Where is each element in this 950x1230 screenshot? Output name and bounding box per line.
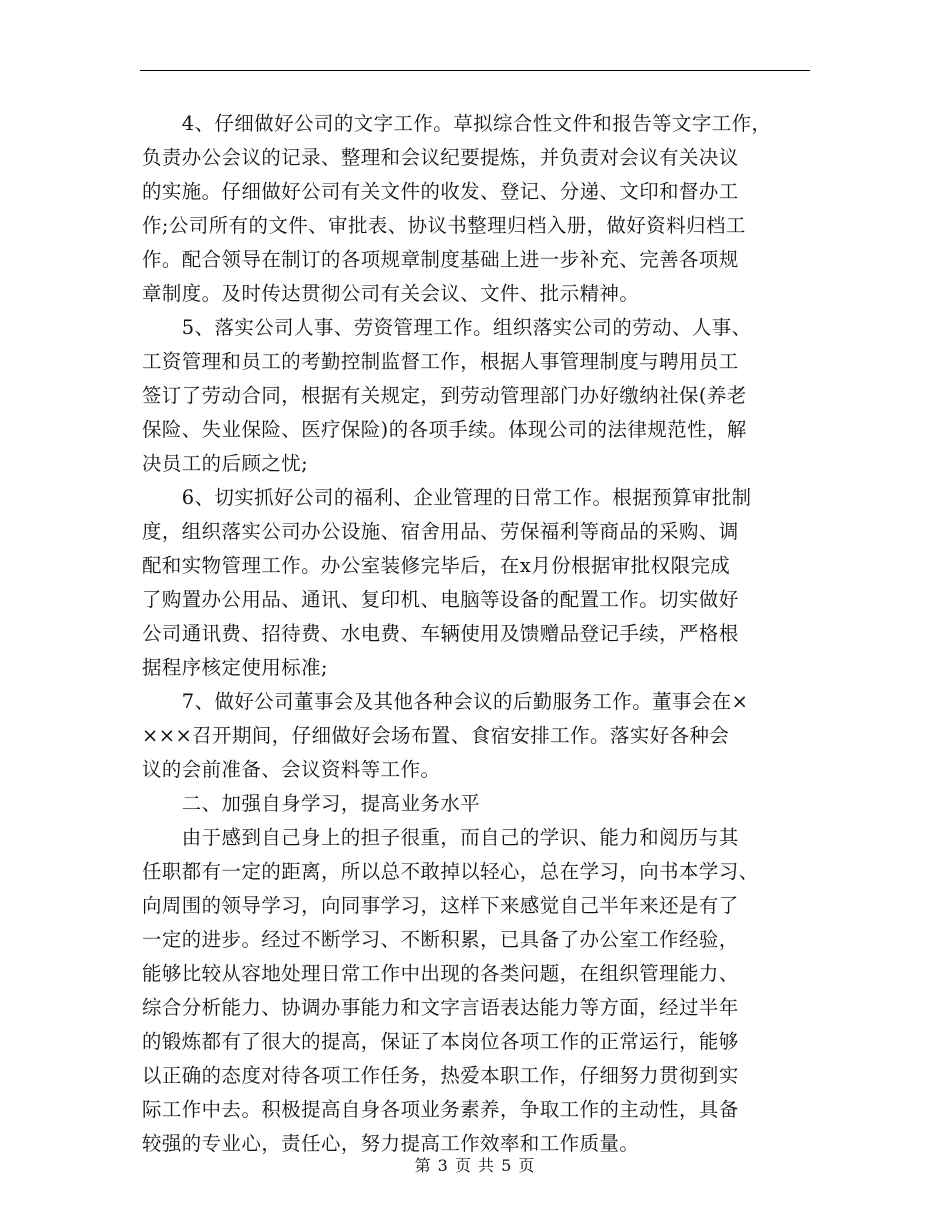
- text-line: 决员工的后顾之忧;: [142, 452, 309, 475]
- text-line: 工资管理和员工的考勤控制监督工作，根据人事管理制度与聘用员工: [142, 350, 739, 373]
- text-line: 章制度。及时传达贯彻公司有关会议、文件、批示精神。: [142, 282, 640, 305]
- text-line: 综合分析能力、协调办事能力和文字言语表达能力等方面，经过半年: [142, 996, 739, 1019]
- page-footer: 第 3 页 共 5 页: [414, 1156, 536, 1175]
- text-line: 4、仔细做好公司的文字工作。草拟综合性文件和报告等文字工作，: [142, 112, 772, 135]
- text-line: ×××召开期间，仔细做好会场布置、食宿安排工作。落实好各种会: [142, 724, 730, 747]
- text-line: 一定的进步。经过不断学习、不断积累，已具备了办公室工作经验，: [142, 928, 739, 951]
- text-line: 7、做好公司董事会及其他各种会议的后勤服务工作。董事会在×: [142, 690, 749, 713]
- text-line: 能够比较从容地处理日常工作中出现的各类问题，在组织管理能力、: [142, 962, 739, 985]
- text-line: 任职都有一定的距离，所以总不敢掉以轻心，总在学习，向书本学习、: [142, 860, 759, 883]
- text-line: 了购置办公用品、通讯、复印机、电脑等设备的配置工作。切实做好: [142, 588, 739, 611]
- text-line: 配和实物管理工作。办公室装修完毕后，在x月份根据审批权限完成: [142, 554, 731, 577]
- text-line: 公司通讯费、招待费、水电费、车辆使用及馈赠品登记手续，严格根: [142, 622, 739, 645]
- header-rule: [140, 70, 810, 71]
- document-body: [142, 107, 822, 1161]
- text-line: 度，组织落实公司办公设施、宿舍用品、劳保福利等商品的采购、调: [142, 520, 739, 543]
- text-line: 以正确的态度对待各项工作任务，热爱本职工作，仔细努力贯彻到实: [142, 1064, 739, 1087]
- text-line: 二、加强自身学习，提高业务水平: [142, 792, 481, 815]
- text-line: 作;公司所有的文件、审批表、协议书整理归档入册，做好资料归档工: [142, 214, 746, 237]
- text-line: 向周围的领导学习，向同事学习，这样下来感觉自己半年来还是有了: [142, 894, 739, 917]
- text-line: 据程序核定使用标准;: [142, 656, 329, 679]
- text-line: 议的会前准备、会议资料等工作。: [142, 758, 441, 781]
- text-line: 签订了劳动合同，根据有关规定，到劳动管理部门办好缴纳社保(养老: [142, 384, 747, 407]
- text-line: 6、切实抓好公司的福利、企业管理的日常工作。根据预算审批制: [142, 486, 752, 509]
- text-line: 较强的专业心，责任心，努力提高工作效率和工作质量。: [142, 1132, 640, 1155]
- text-line: 作。配合领导在制订的各项规章制度基础上进一步补充、完善各项规: [142, 248, 739, 271]
- text-line: 5、落实公司人事、劳资管理工作。组织落实公司的劳动、人事、: [142, 316, 752, 339]
- text-line: 负责办公会议的记录、整理和会议纪要提炼，并负责对会议有关决议: [142, 146, 739, 169]
- text-line: 的锻炼都有了很大的提高，保证了本岗位各项工作的正常运行，能够: [142, 1030, 739, 1053]
- text-line: 保险、失业保险、医疗保险)的各项手续。体现公司的法律规范性，解: [142, 418, 747, 441]
- text-line: 的实施。仔细做好公司有关文件的收发、登记、分递、文印和督办工: [142, 180, 739, 203]
- text-line: 由于感到自己身上的担子很重，而自己的学识、能力和阅历与其: [142, 826, 739, 849]
- text-line: 际工作中去。积极提高自身各项业务素养，争取工作的主动性，具备: [142, 1098, 739, 1121]
